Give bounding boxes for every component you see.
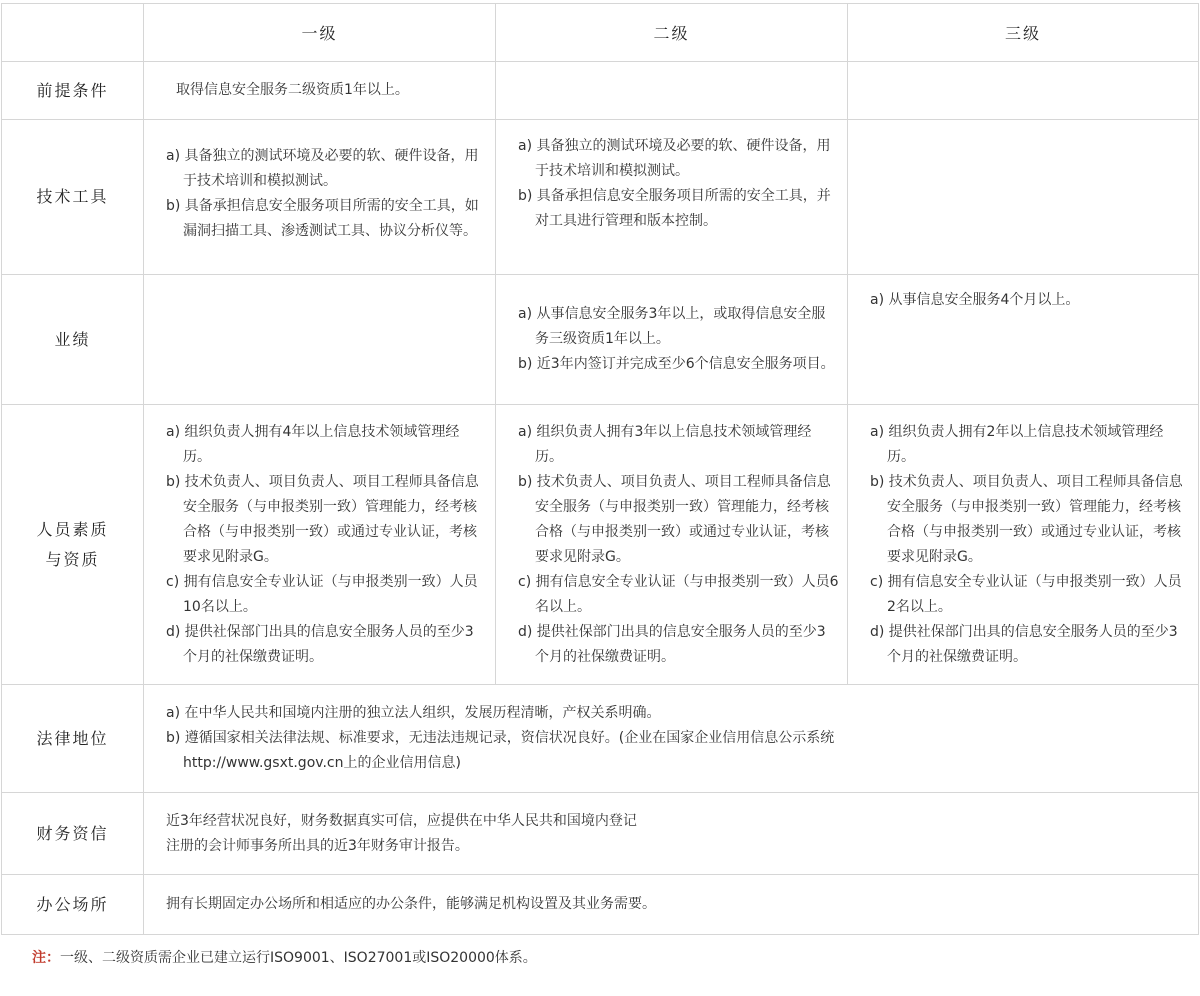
header-level-1: 一级	[144, 4, 496, 62]
footnote-label: 注：	[32, 950, 60, 966]
list-item: b) 近3年内签订并完成至少6个信息安全服务项目。	[518, 356, 835, 372]
list-item: a) 具备独立的测试环境及必要的软、硬件设备，用于技术培训和模拟测试。	[166, 148, 479, 189]
row-finance	[2, 793, 1199, 875]
tools-l1-list	[144, 144, 495, 244]
header-level-2: 二级	[496, 4, 848, 62]
list-item: a) 从事信息安全服务4个月以上。	[870, 292, 1080, 308]
list-item: a) 具备独立的测试环境及必要的软、硬件设备，用于技术培训和模拟测试。	[518, 138, 831, 179]
cell-legal	[144, 685, 1199, 793]
footnote-text: 一级、二级资质需企业已建立运行ISO9001、ISO27001或ISO20000体系。	[60, 950, 537, 966]
personnel-l2-list	[496, 420, 847, 670]
cell-prereq-l3	[848, 62, 1199, 120]
cell-performance-l3	[848, 275, 1199, 405]
list-item: a) 组织负责人拥有4年以上信息技术领域管理经历。	[166, 423, 460, 465]
list-item: c) 拥有信息安全专业认证（与申报类别一致）人员10名以上。	[166, 573, 478, 615]
personnel-l3-list	[848, 420, 1198, 670]
performance-l2-list	[496, 302, 847, 377]
performance-l3-list	[848, 288, 1198, 313]
row-label-legal: 法律地位	[2, 685, 144, 793]
list-item: b) 技术负责人、项目负责人、项目工程师具备信息安全服务（与申报类别一致）管理能力，经考核合格（与申报类别一致）或通过专业认证，考核要求见附录G。	[870, 473, 1183, 565]
qualification-table	[1, 3, 1199, 935]
office-text: 拥有长期固定办公场所和相适应的办公条件，能够满足机构设置及其业务需要。	[166, 896, 656, 912]
row-tools	[2, 120, 1199, 275]
row-label-personnel	[2, 405, 144, 685]
list-item: a) 组织负责人拥有2年以上信息技术领域管理经历。	[870, 423, 1164, 465]
cell-personnel-l1	[144, 405, 496, 685]
tools-l2-list	[496, 134, 847, 234]
list-item: d) 提供社保部门出具的信息安全服务人员的至少3个月的社保缴费证明。	[518, 623, 826, 665]
cell-prereq-l2	[496, 62, 848, 120]
cell-performance-l1	[144, 275, 496, 405]
cell-tools-l2	[496, 120, 848, 275]
list-item: b) 技术负责人、项目负责人、项目工程师具备信息安全服务（与申报类别一致）管理能力，经考核合格（与申报类别一致）或通过专业认证，考核要求见附录G。	[518, 473, 831, 565]
row-label-prerequisite: 前提条件	[2, 62, 144, 120]
list-item: b) 具备承担信息安全服务项目所需的安全工具，如漏洞扫描工具、渗透测试工具、协议分析仪等。	[166, 198, 479, 239]
row-label-finance: 财务资信	[2, 793, 144, 875]
finance-line-1: 近3年经营状况良好，财务数据真实可信，应提供在中华人民共和国境内登记	[166, 812, 637, 829]
row-label-personnel-line2: 与资质	[45, 549, 100, 569]
cell-finance	[144, 793, 1199, 875]
row-performance	[2, 275, 1199, 405]
list-item: b) 具备承担信息安全服务项目所需的安全工具，并对工具进行管理和版本控制。	[518, 188, 831, 229]
list-item: c) 拥有信息安全专业认证（与申报类别一致）人员2名以上。	[870, 573, 1182, 615]
list-item: c) 拥有信息安全专业认证（与申报类别一致）人员6名以上。	[518, 573, 839, 615]
row-label-office: 办公场所	[2, 875, 144, 935]
header-level-3: 三级	[848, 4, 1199, 62]
prereq-l1-text: 取得信息安全服务二级资质1年以上。	[176, 82, 409, 98]
list-item: b) 技术负责人、项目负责人、项目工程师具备信息安全服务（与申报类别一致）管理能力，经考核合格（与申报类别一致）或通过专业认证，考核要求见附录G。	[166, 473, 479, 565]
cell-office	[144, 875, 1199, 935]
finance-line-2: 注册的会计师事务所出具的近3年财务审计报告。	[166, 837, 469, 854]
personnel-l1-list	[144, 420, 495, 670]
footnote	[32, 946, 537, 970]
header-row	[2, 4, 1199, 62]
cell-personnel-l2	[496, 405, 848, 685]
cell-tools-l1	[144, 120, 496, 275]
list-item: d) 提供社保部门出具的信息安全服务人员的至少3个月的社保缴费证明。	[870, 623, 1178, 665]
list-item: d) 提供社保部门出具的信息安全服务人员的至少3个月的社保缴费证明。	[166, 623, 474, 665]
row-label-personnel-line1: 人员素质	[36, 519, 109, 539]
row-label-performance: 业绩	[2, 275, 144, 405]
cell-personnel-l3	[848, 405, 1199, 685]
row-office	[2, 875, 1199, 935]
list-item: b) 遵循国家相关法律法规、标准要求，无违法违规记录，资信状况良好。(企业在国家企业信用信息公示系统http://www.gsxt.gov.cn上的企业信用信息)	[166, 730, 835, 771]
row-personnel	[2, 405, 1199, 685]
row-legal	[2, 685, 1199, 793]
cell-prereq-l1	[144, 62, 496, 120]
list-item: a) 组织负责人拥有3年以上信息技术领域管理经历。	[518, 423, 812, 465]
cell-performance-l2	[496, 275, 848, 405]
header-corner	[2, 4, 144, 62]
list-item: a) 从事信息安全服务3年以上，或取得信息安全服务三级资质1年以上。	[518, 306, 826, 347]
row-label-tools: 技术工具	[2, 120, 144, 275]
cell-tools-l3	[848, 120, 1199, 275]
row-prerequisite	[2, 62, 1199, 120]
legal-list	[144, 701, 1198, 776]
list-item: a) 在中华人民共和国境内注册的独立法人组织，发展历程清晰，产权关系明确。	[166, 705, 661, 721]
